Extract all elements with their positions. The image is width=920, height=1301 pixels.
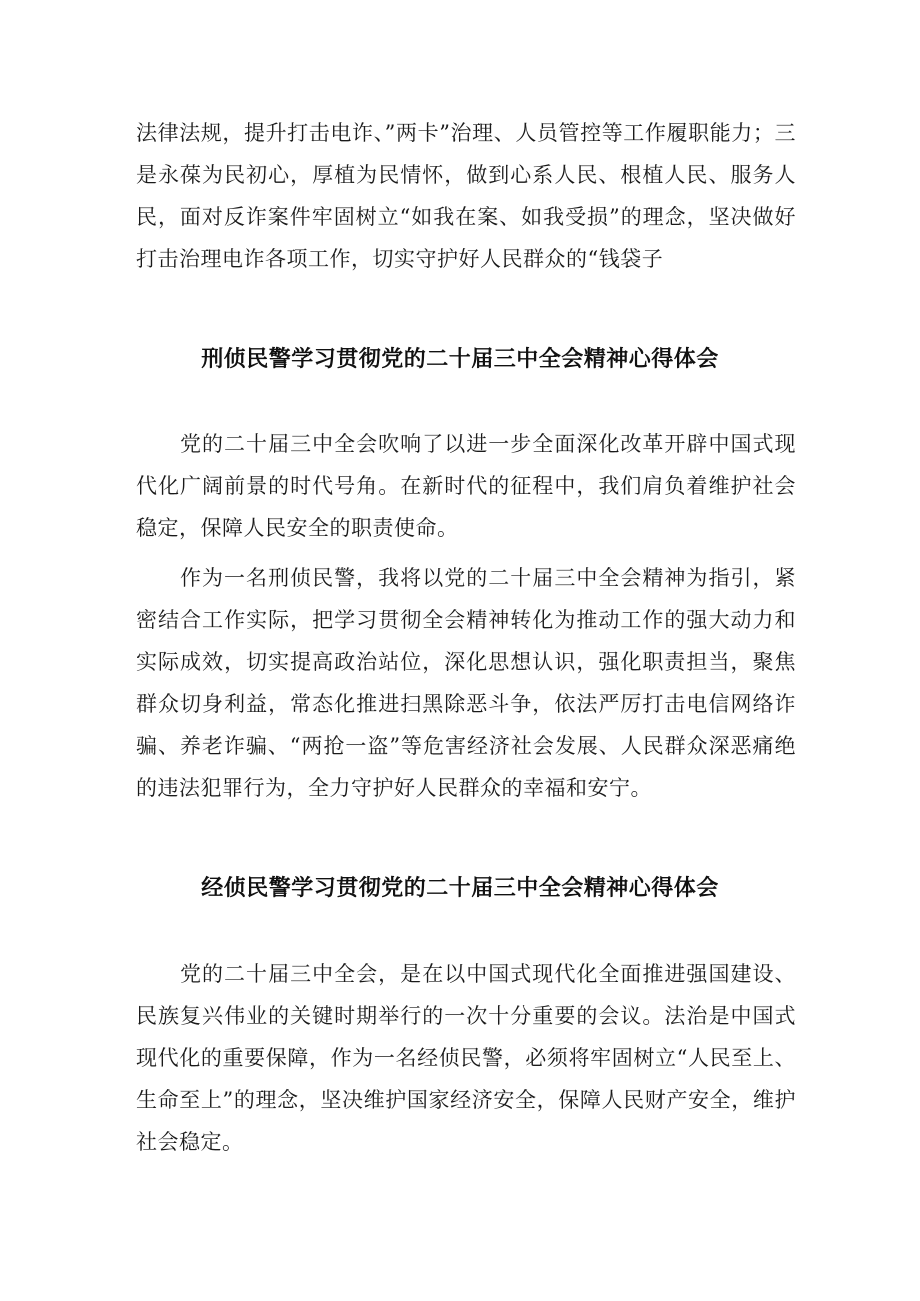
criminal-paragraph-2: 作为一名刑侦民警，我将以党的二十届三中全会精神为指引，紧密结合工作实际，把学习贯彻全会精神转化为推动工作的强大动力和实际成效，切实提高政治站位，深化思想认识，强化职责担当，聚焦群众切身利益，常态化推进扫黑除恶斗争，依法严厉打击电信网络诈骗、养老诈骗、“两抢一盗”等危害经济社会发展、人民群众深恶痛绝的违法犯罪行为，全力守护好人民群众的幸福和安宁。 xyxy=(136,566,796,800)
criminal-paragraph-1: 党的二十届三中全会吹响了以进一步全面深化改革开辟中国式现代化广阔前景的时代号角。在新时代的征程中，我们肩负着维护社会稳定，保障人民安全的职责使命。 xyxy=(136,432,796,540)
intro-paragraph: 法律法规，提升打击电诈、”两卡”治理、人员管控等工作履职能力；三是永葆为民初心，厚植为民情怀，做到心系人民、根植人民、服务人民，面对反诈案件牢固树立“如我在案、如我受损”的理念，坚决做好打击治理电诈各项工作，切实守护好人民群众的“钱袋子 xyxy=(136,121,796,271)
economic-paragraph-1: 党的二十届三中全会，是在以中国式现代化全面推进强国建设、民族复兴伟业的关键时期举行的一次十分重要的会议。法治是中国式现代化的重要保障，作为一名经侦民警，必须将牢固树立“人民至上、生命至上”的理念，坚决维护国家经济安全，保障人民财产安全，维护社会稳定。 xyxy=(136,962,796,1154)
criminal-section-title: 刑侦民警学习贯彻党的二十届三中全会精神心得体会 xyxy=(201,347,719,372)
economic-section-title: 经侦民警学习贯彻党的二十届三中全会精神心得体会 xyxy=(201,876,719,901)
